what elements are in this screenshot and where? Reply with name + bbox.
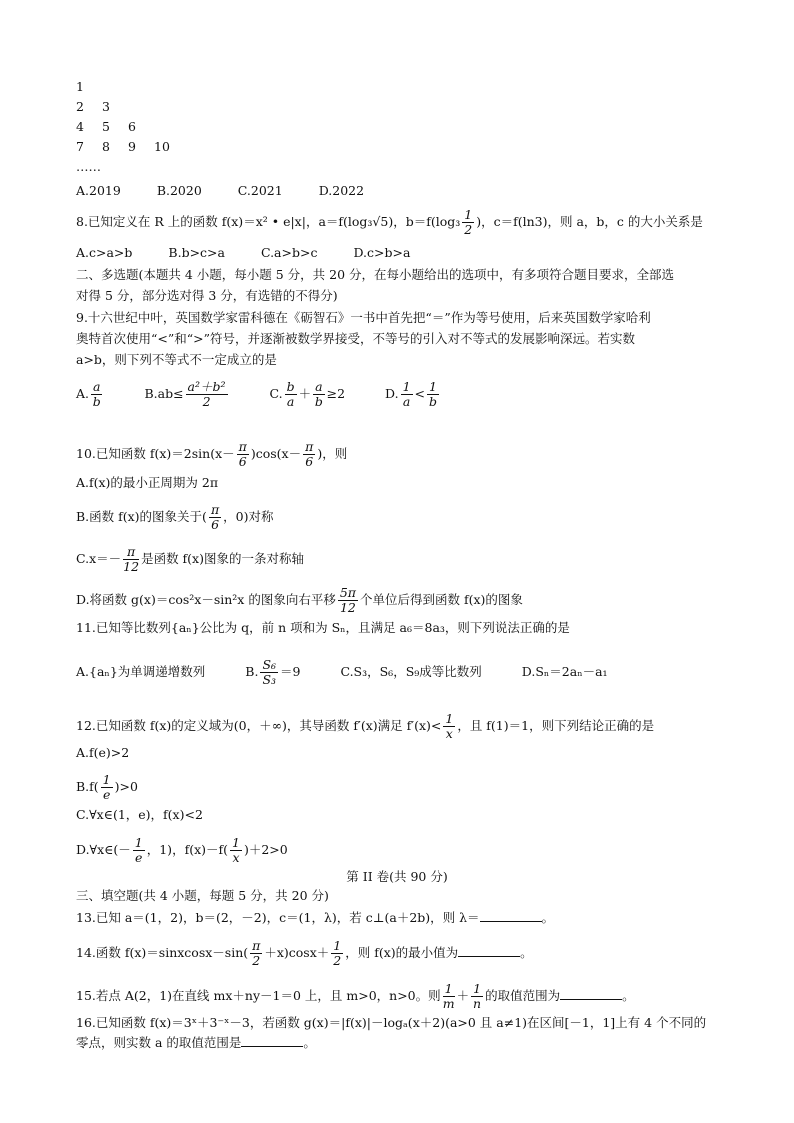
q12-option-c: C.∀x∈(1，e)，f(x)<2 [76,807,203,822]
q10-stem: 10.已知函数 f(x)＝2sin(x－ $\frac{\pi}{6}$ )cos(x－ $\frac{\pi}{6}$ )，则 [76,439,348,469]
q12-stem: 12.已知函数 f(x)的定义域为(0，＋∞)，其导函数 f′(x)满足 f′(x)< $\frac{1}{x}$ ，且 f(1)＝1，则下列结论正确的是 [76,711,655,741]
q10-option-c: C.x＝－ $\frac{\pi}{12}$ 是函数 f(x)图象的一条对称轴 [76,544,304,574]
q13-answer-blank[interactable] [480,909,542,922]
q16-answer-blank[interactable] [241,1034,303,1047]
q13: 13.已知 a＝(1，2)，b＝(2，－2)，c＝(1，λ)，若 c⊥(a＋2b)，则 λ＝ 。 [76,910,555,925]
q16-line-2: 零点，则实数 a 的取值范围是 。 [76,1035,316,1050]
triangle-row-4: 7 8 9 10 [76,139,170,154]
triangle-ellipsis: …… [76,159,101,174]
q12-option-b: B.f( $\frac{1}{e}$ )>0 [76,772,138,802]
q9-options: A. $\frac{a}{b}$ B.ab≤ $\frac{\text{a²＋b²}}{2}$ C. $\frac{b}{a}$ ＋ $\frac{a}{b}$ ≥2 D. $\frac{1}{a}$ < $\frac{1}{b}$ [76,379,437,409]
q10-option-b: B.函数 f(x)的图象关于( $\frac{\pi}{6}$ ，0)对称 [76,502,274,532]
section3-heading: 三、填空题(共 4 小题，每题 5 分，共 20 分) [76,888,329,903]
q11-options: A.{aₙ}为单调递增数列 B. $\frac{\text{S₆}}{\text{S₃}}$ ＝9 C.S₃，S₆，S₉成等比数列 D.Sₙ＝2aₙ－a₁ [76,657,608,687]
q8-stem: 8.已知定义在 R 上的函数 f(x)＝x² • e|x|，a＝f(log₃√5)，b＝f(log₃ $\frac{1}{2}$ )，c＝f(ln3)，则 a，b，c 的大小关系是 [76,207,703,237]
q8-options: A.c>a>b B.b>c>a C.a>b>c D.c>b>a [76,245,411,260]
q9-line-2: 奥特首次使用“<”和“>”符号，并逐渐被数学界接受，不等号的引入对不等式的发展影响深远。若实数 [76,331,636,346]
q11-stem: 11.已知等比数列{aₙ}公比为 q，前 n 项和为 Sₙ，且满足 a₆＝8a₃，则下列说法正确的是 [76,620,570,635]
section2-heading-2: 对得 5 分，部分选对得 3 分，有选错的不得分) [76,288,338,303]
q12-option-a: A.f(e)>2 [76,745,130,760]
part2-title: 第 II 卷(共 90 分) [346,869,448,884]
triangle-row-1: 1 [76,79,84,94]
q15: 15.若点 A(2，1)在直线 mx＋ny－1＝0 上，且 m>0，n>0。则 $\frac{1}{m}$ ＋ $\frac{1}{n}$ 的取值范围为 。 [76,981,635,1011]
q16-line-1: 16.已知函数 f(x)＝3ˣ＋3⁻ˣ－3，若函数 g(x)＝|f(x)|－logₐ(x＋2)(a>0 且 a≠1)在区间[－1，1]上有 4 个不同的 [76,1015,707,1030]
q12-option-d: D.∀x∈(－ $\frac{1}{e}$ ，1)，f(x)－f( $\frac{1}{x}$ )＋2>0 [76,835,288,865]
q14-answer-blank[interactable] [458,944,520,957]
q9-line-1: 9.十六世纪中叶，英国数学家雷科德在《砺智石》一书中首先把“＝”作为等号使用，后来英国数学家哈利 [76,310,651,325]
q7-options: A.2019 B.2020 C.2021 D.2022 [76,183,365,198]
q14: 14.函数 f(x)＝sinxcosx－sin( $\frac{\pi}{2}$ ＋x)cosx＋ $\frac{1}{2}$ ，则 f(x)的最小值为 。 [76,938,533,968]
section2-heading-1: 二、多选题(本题共 4 小题，每小题 5 分，共 20 分，在每小题给出的选项中，有多项符合题目要求，全部选 [76,267,675,282]
q10-option-d: D.将函数 g(x)＝cos²x－sin²x 的图象向右平移 $\frac{5\pi}{12}$ 个单位后得到函数 f(x)的图象 [76,585,523,615]
triangle-row-3: 4 5 6 [76,119,136,134]
triangle-row-2: 2 3 [76,99,110,114]
q10-option-a: A.f(x)的最小正周期为 2π [76,475,219,490]
q9-line-3: a>b，则下列不等式不一定成立的是 [76,352,277,367]
q15-answer-blank[interactable] [560,987,622,1000]
